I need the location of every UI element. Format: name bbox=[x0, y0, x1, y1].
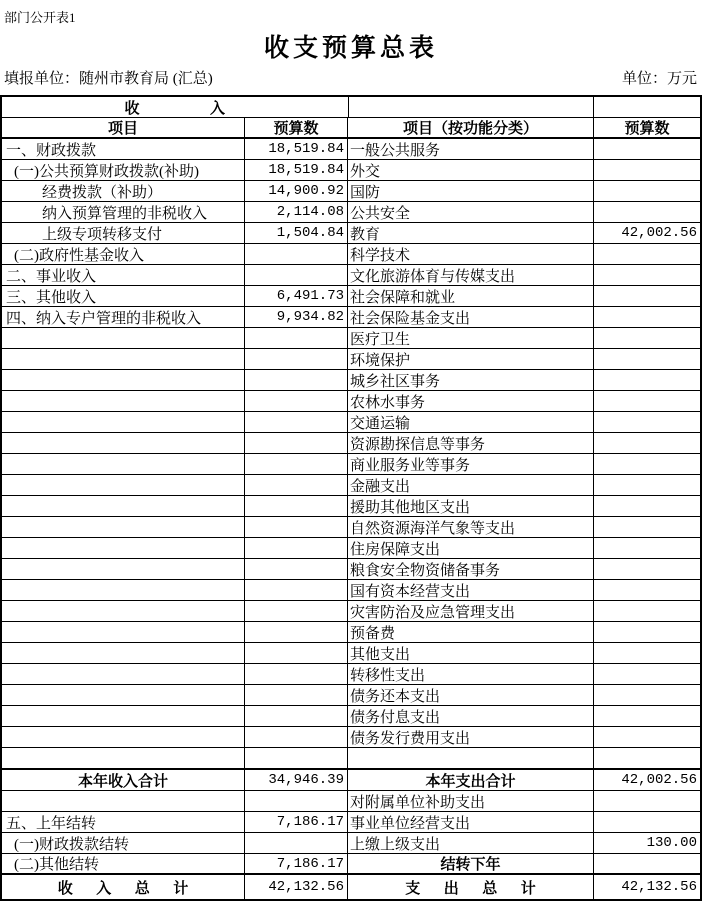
income-item-cell bbox=[2, 622, 245, 642]
table-row bbox=[2, 244, 700, 265]
expense-item-cell: 教育 bbox=[348, 223, 594, 243]
expense-item-cell: 援助其他地区支出 bbox=[348, 496, 594, 516]
table-row bbox=[2, 517, 700, 538]
expense-item-cell: 商业服务业等事务 bbox=[348, 454, 594, 474]
income-item-cell: 本年收入合计 bbox=[2, 770, 245, 790]
expense-item-cell: 农林水事务 bbox=[348, 391, 594, 411]
table-row bbox=[2, 496, 700, 517]
expense-value-cell bbox=[594, 328, 700, 348]
expense-value-cell bbox=[594, 475, 700, 495]
expense-value-cell: 42,002.56 bbox=[621, 772, 697, 788]
expense-item-cell: 债务付息支出 bbox=[348, 706, 594, 726]
income-item-cell: (一)公共预算财政拨款(补助) bbox=[2, 160, 245, 180]
income-item-cell bbox=[2, 475, 245, 495]
income-value-cell bbox=[245, 706, 348, 726]
income-value-cell bbox=[245, 538, 348, 558]
income-value-cell: 1,504.84 bbox=[245, 223, 348, 243]
table-row bbox=[2, 349, 700, 370]
table-body bbox=[2, 139, 700, 899]
income-value-cell bbox=[245, 622, 348, 642]
income-item-cell bbox=[2, 643, 245, 663]
expense-value-cell bbox=[594, 202, 700, 222]
expense-item-cell: 自然资源海洋气象等支出 bbox=[348, 517, 594, 537]
unit-note-label: 单位：万元 bbox=[621, 71, 697, 87]
table-header-row-income-section bbox=[2, 97, 700, 118]
expense-value-cell bbox=[594, 433, 700, 453]
income-item-cell bbox=[2, 412, 245, 432]
table-row bbox=[2, 391, 700, 412]
income-item-cell: 三、其他收入 bbox=[2, 286, 245, 306]
expense-item-cell: 社会保险基金支出 bbox=[348, 307, 594, 327]
income-section-header: 收 入 bbox=[2, 97, 349, 117]
table-header-row-columns bbox=[2, 118, 700, 139]
income-value-cell: 6,491.73 bbox=[245, 286, 348, 306]
expense-value-cell bbox=[594, 517, 700, 537]
table-row bbox=[2, 475, 700, 496]
expense-item-cell: 国有资本经营支出 bbox=[348, 580, 594, 600]
income-item-cell: 一、财政拨款 bbox=[2, 139, 245, 159]
expense-value-cell: 130.00 bbox=[646, 835, 697, 851]
expense-item-cell: 债务发行费用支出 bbox=[348, 727, 594, 747]
income-value-cell bbox=[245, 370, 348, 390]
table-row bbox=[2, 265, 700, 286]
income-item-cell bbox=[2, 601, 245, 621]
expense-value-cell: 42,002.56 bbox=[621, 225, 697, 241]
table-row bbox=[2, 223, 700, 244]
column-header-item: 项目 bbox=[2, 118, 245, 137]
income-value-cell bbox=[245, 685, 348, 705]
header-spacer-cell bbox=[349, 97, 595, 117]
table-row bbox=[2, 286, 700, 307]
expense-item-cell: 支 出 总 计 bbox=[348, 875, 594, 899]
meta-row bbox=[4, 67, 697, 88]
income-value-cell bbox=[245, 664, 348, 684]
income-item-cell: (二)政府性基金收入 bbox=[2, 244, 245, 264]
expense-item-cell: 一般公共服务 bbox=[348, 139, 594, 159]
income-value-cell: 34,946.39 bbox=[245, 770, 348, 790]
expense-item-cell: 交通运输 bbox=[348, 412, 594, 432]
income-item-cell: (二)其他结转 bbox=[2, 854, 245, 873]
expense-value-cell bbox=[594, 643, 700, 663]
income-item-cell: (一)财政拨款结转 bbox=[2, 833, 245, 853]
table-row bbox=[2, 370, 700, 391]
income-value-cell: 9,934.82 bbox=[245, 307, 348, 327]
expense-item-cell: 粮食安全物资储备事务 bbox=[348, 559, 594, 579]
expense-value-cell bbox=[594, 265, 700, 285]
expense-item-cell: 医疗卫生 bbox=[348, 328, 594, 348]
income-item-cell bbox=[2, 370, 245, 390]
income-value-cell bbox=[245, 496, 348, 516]
table-row bbox=[2, 812, 700, 833]
income-item-cell bbox=[2, 328, 245, 348]
income-item-cell: 四、纳入专户管理的非税收入 bbox=[2, 307, 245, 327]
header-spacer-cell bbox=[594, 97, 700, 117]
expense-value-cell bbox=[594, 706, 700, 726]
expense-value-cell bbox=[594, 286, 700, 306]
income-item-cell bbox=[2, 685, 245, 705]
expense-item-cell: 公共安全 bbox=[348, 202, 594, 222]
expense-item-cell: 环境保护 bbox=[348, 349, 594, 369]
income-item-cell bbox=[2, 727, 245, 747]
table-row bbox=[2, 643, 700, 664]
income-value-cell: 2,114.08 bbox=[245, 202, 348, 222]
expense-value-cell bbox=[594, 370, 700, 390]
income-item-cell bbox=[2, 706, 245, 726]
income-value-cell bbox=[245, 517, 348, 537]
expense-value-cell bbox=[594, 391, 700, 411]
table-row bbox=[2, 580, 700, 601]
income-item-cell bbox=[2, 538, 245, 558]
expense-item-cell: 转移性支出 bbox=[348, 664, 594, 684]
income-value-cell: 18,519.84 bbox=[245, 160, 348, 180]
income-value-cell bbox=[245, 328, 348, 348]
expense-item-cell: 本年支出合计 bbox=[348, 770, 594, 790]
table-row bbox=[2, 791, 700, 812]
expense-item-cell: 对附属单位补助支出 bbox=[348, 791, 594, 811]
income-value-cell: 14,900.92 bbox=[245, 181, 348, 201]
income-value-cell bbox=[245, 265, 348, 285]
expense-item-cell: 文化旅游体育与传媒支出 bbox=[348, 265, 594, 285]
expense-value-cell bbox=[594, 685, 700, 705]
expense-value-cell bbox=[594, 349, 700, 369]
income-value-cell bbox=[245, 580, 348, 600]
table-row bbox=[2, 307, 700, 328]
income-item-cell bbox=[2, 433, 245, 453]
expense-value-cell bbox=[594, 139, 700, 159]
expense-item-cell: 城乡社区事务 bbox=[348, 370, 594, 390]
expense-value-cell bbox=[594, 244, 700, 264]
income-item-cell bbox=[2, 454, 245, 474]
income-item-cell bbox=[2, 559, 245, 579]
income-item-cell bbox=[2, 791, 245, 811]
table-row bbox=[2, 770, 700, 791]
income-item-cell: 二、事业收入 bbox=[2, 265, 245, 285]
table-row bbox=[2, 139, 700, 160]
income-item-cell bbox=[2, 349, 245, 369]
expense-value-cell bbox=[594, 664, 700, 684]
expense-item-cell bbox=[348, 748, 594, 768]
expense-item-cell: 债务还本支出 bbox=[348, 685, 594, 705]
expense-value-cell bbox=[594, 307, 700, 327]
table-row bbox=[2, 454, 700, 475]
income-item-cell: 五、上年结转 bbox=[2, 812, 245, 832]
table-row bbox=[2, 622, 700, 643]
income-value-cell: 7,186.17 bbox=[245, 812, 348, 832]
expense-item-cell: 预备费 bbox=[348, 622, 594, 642]
expense-item-cell: 结转下年 bbox=[348, 854, 594, 873]
expense-value-cell bbox=[594, 748, 700, 768]
table-row bbox=[2, 160, 700, 181]
doc-label: 部门公开表1 bbox=[4, 10, 76, 25]
income-value-cell: 7,186.17 bbox=[245, 854, 348, 873]
income-value-cell bbox=[245, 349, 348, 369]
income-item-cell bbox=[2, 748, 245, 768]
income-item-cell bbox=[2, 517, 245, 537]
expense-value-cell bbox=[594, 538, 700, 558]
expense-value-cell bbox=[594, 727, 700, 747]
income-item-cell: 经费拨款（补助） bbox=[2, 181, 245, 201]
expense-value-cell bbox=[594, 181, 700, 201]
expense-value-cell bbox=[594, 601, 700, 621]
table-row bbox=[2, 202, 700, 223]
expense-item-cell: 社会保障和就业 bbox=[348, 286, 594, 306]
expense-item-cell: 金融支出 bbox=[348, 475, 594, 495]
expense-value-cell bbox=[594, 412, 700, 432]
table-row bbox=[2, 433, 700, 454]
expense-item-cell: 国防 bbox=[348, 181, 594, 201]
income-value-cell bbox=[245, 454, 348, 474]
expense-value-cell bbox=[594, 160, 700, 180]
expense-value-cell: 42,132.56 bbox=[621, 879, 697, 895]
table-row bbox=[2, 412, 700, 433]
table-row bbox=[2, 559, 700, 580]
income-value-cell bbox=[245, 412, 348, 432]
income-item-cell: 纳入预算管理的非税收入 bbox=[2, 202, 245, 222]
income-value-cell bbox=[245, 833, 348, 853]
expense-value-cell bbox=[594, 559, 700, 579]
expense-item-cell: 灾害防治及应急管理支出 bbox=[348, 601, 594, 621]
income-value-cell bbox=[245, 244, 348, 264]
table-row bbox=[2, 833, 700, 854]
table-row bbox=[2, 727, 700, 748]
table-row bbox=[2, 601, 700, 622]
table-row bbox=[2, 538, 700, 559]
expense-item-cell: 科学技术 bbox=[348, 244, 594, 264]
income-item-cell: 收 入 总 计 bbox=[2, 875, 245, 899]
expense-value-cell bbox=[594, 496, 700, 516]
table-row bbox=[2, 875, 700, 899]
expense-value-cell bbox=[594, 854, 700, 873]
income-item-cell bbox=[2, 391, 245, 411]
column-header-budget-right: 预算数 bbox=[624, 121, 670, 137]
expense-item-cell: 其他支出 bbox=[348, 643, 594, 663]
table-row bbox=[2, 854, 700, 875]
expense-value-cell bbox=[594, 580, 700, 600]
table-row bbox=[2, 685, 700, 706]
income-item-cell: 上级专项转移支付 bbox=[2, 223, 245, 243]
income-value-cell bbox=[245, 391, 348, 411]
column-header-budget: 预算数 bbox=[245, 118, 348, 137]
income-value-cell bbox=[245, 643, 348, 663]
expense-item-cell: 资源勘探信息等事务 bbox=[348, 433, 594, 453]
expense-item-cell: 事业单位经营支出 bbox=[348, 812, 594, 832]
expense-value-cell bbox=[594, 622, 700, 642]
expense-value-cell bbox=[594, 791, 700, 811]
table-row bbox=[2, 328, 700, 349]
expense-item-cell: 住房保障支出 bbox=[348, 538, 594, 558]
income-value-cell bbox=[245, 601, 348, 621]
income-value-cell bbox=[245, 475, 348, 495]
income-value-cell bbox=[245, 559, 348, 579]
income-value-cell: 18,519.84 bbox=[245, 139, 348, 159]
expense-value-cell bbox=[594, 454, 700, 474]
income-value-cell bbox=[245, 433, 348, 453]
income-value-cell bbox=[245, 727, 348, 747]
income-value-cell bbox=[245, 791, 348, 811]
income-item-cell bbox=[2, 664, 245, 684]
expense-item-cell: 上缴上级支出 bbox=[348, 833, 594, 853]
reporting-unit-label: 填报单位：随州市教育局 (汇总) bbox=[4, 71, 213, 87]
expense-item-cell: 外交 bbox=[348, 160, 594, 180]
table-row bbox=[2, 664, 700, 685]
budget-table bbox=[0, 95, 702, 901]
page-title: 收支预算总表 bbox=[263, 35, 438, 62]
income-item-cell bbox=[2, 580, 245, 600]
expense-value-cell bbox=[594, 812, 700, 832]
table-row bbox=[2, 706, 700, 727]
table-row bbox=[2, 748, 700, 770]
income-value-cell: 42,132.56 bbox=[245, 875, 348, 899]
income-value-cell bbox=[245, 748, 348, 768]
table-row bbox=[2, 181, 700, 202]
column-header-item-by-function: 项目（按功能分类） bbox=[348, 118, 594, 137]
income-item-cell bbox=[2, 496, 245, 516]
